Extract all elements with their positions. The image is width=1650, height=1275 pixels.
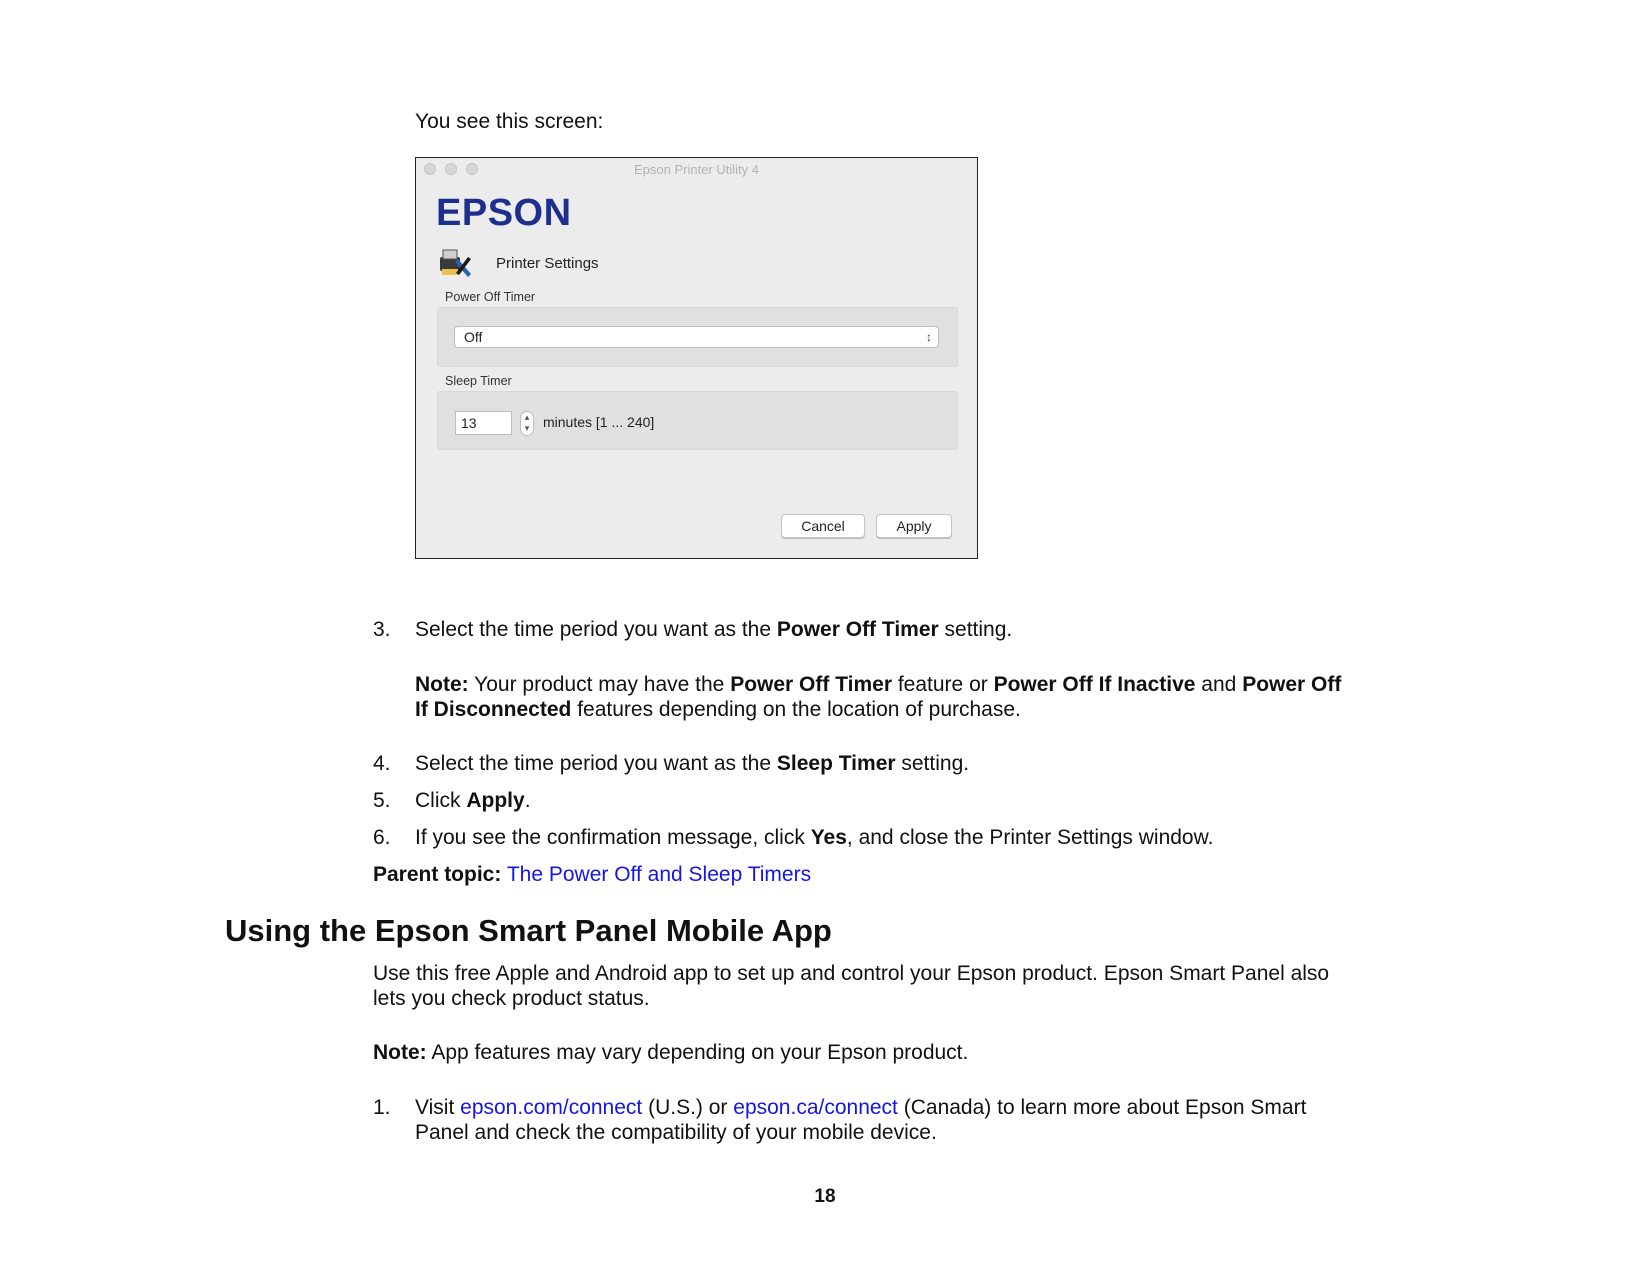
parent-topic-link[interactable]: The Power Off and Sleep Timers xyxy=(506,863,812,886)
power-off-timer-value: Off xyxy=(464,329,483,345)
step-5-text: Click Apply. xyxy=(415,789,531,812)
note-line-2: If Disconnected features depending on the location of purchase. xyxy=(415,698,1021,721)
section-heading: Using the Epson Smart Panel Mobile App xyxy=(225,913,832,948)
sleep-timer-panel xyxy=(437,391,958,450)
cancel-button[interactable]: Cancel xyxy=(781,514,865,538)
step-number: 3. xyxy=(373,618,391,641)
printer-settings-icon xyxy=(438,247,474,279)
section-step-1-line-2: Panel and check the compatibility of your mobile device. xyxy=(415,1121,937,1144)
section-paragraph-line-1: Use this free Apple and Android app to set up and control your Epson product. Epson Smart Panel also xyxy=(373,962,1330,985)
sleep-timer-range: minutes [1 ... 240] xyxy=(543,414,655,430)
stepper-icon[interactable]: ▴ ▾ xyxy=(520,411,534,436)
power-off-timer-select[interactable] xyxy=(454,326,939,348)
section-note: Note: App features may vary depending on your Epson product. xyxy=(373,1041,969,1064)
step-number: 1. xyxy=(373,1096,391,1119)
dialog-titlebar xyxy=(416,158,977,180)
intro-text: You see this screen: xyxy=(415,110,604,133)
section-paragraph-line-2: lets you check product status. xyxy=(373,987,650,1010)
page-number: 18 xyxy=(814,1186,836,1207)
updown-chevron-icon: ↕ xyxy=(926,330,932,344)
printer-settings-title: Printer Settings xyxy=(496,255,599,272)
step-number: 5. xyxy=(373,789,391,812)
step-6-text: If you see the confirmation message, click Yes, and close the Printer Settings window. xyxy=(415,826,1214,849)
apply-button[interactable]: Apply xyxy=(876,514,952,538)
step-3-text: Select the time period you want as the Power Off Timer setting. xyxy=(415,618,1013,641)
parent-topic xyxy=(373,862,811,887)
epson-logo: EPSON xyxy=(436,192,572,234)
step-4-text: Select the time period you want as the Sleep Timer setting. xyxy=(415,752,970,775)
parent-topic-label: Parent topic: xyxy=(373,863,502,886)
power-off-timer-label: Power Off Timer xyxy=(445,290,536,304)
section-step-1-line-1: Visit epson.com/connect (U.S.) or epson.ca/connect (Canada) to learn more about Epson Smart xyxy=(415,1096,1307,1119)
epson-com-connect-link[interactable]: epson.com/connect xyxy=(460,1096,643,1119)
epson-ca-connect-link[interactable]: epson.ca/connect xyxy=(733,1096,898,1119)
note-line-1: Note: Your product may have the Power Off Timer feature or Power Off If Inactive and Power Off xyxy=(415,673,1342,696)
step-number: 6. xyxy=(373,826,391,849)
sleep-timer-input[interactable]: 13 xyxy=(455,411,512,435)
step-number: 4. xyxy=(373,752,391,775)
dialog-window-title: Epson Printer Utility 4 xyxy=(634,162,759,177)
sleep-timer-label: Sleep Timer xyxy=(445,374,512,388)
printer-utility-dialog-screenshot xyxy=(415,157,978,559)
